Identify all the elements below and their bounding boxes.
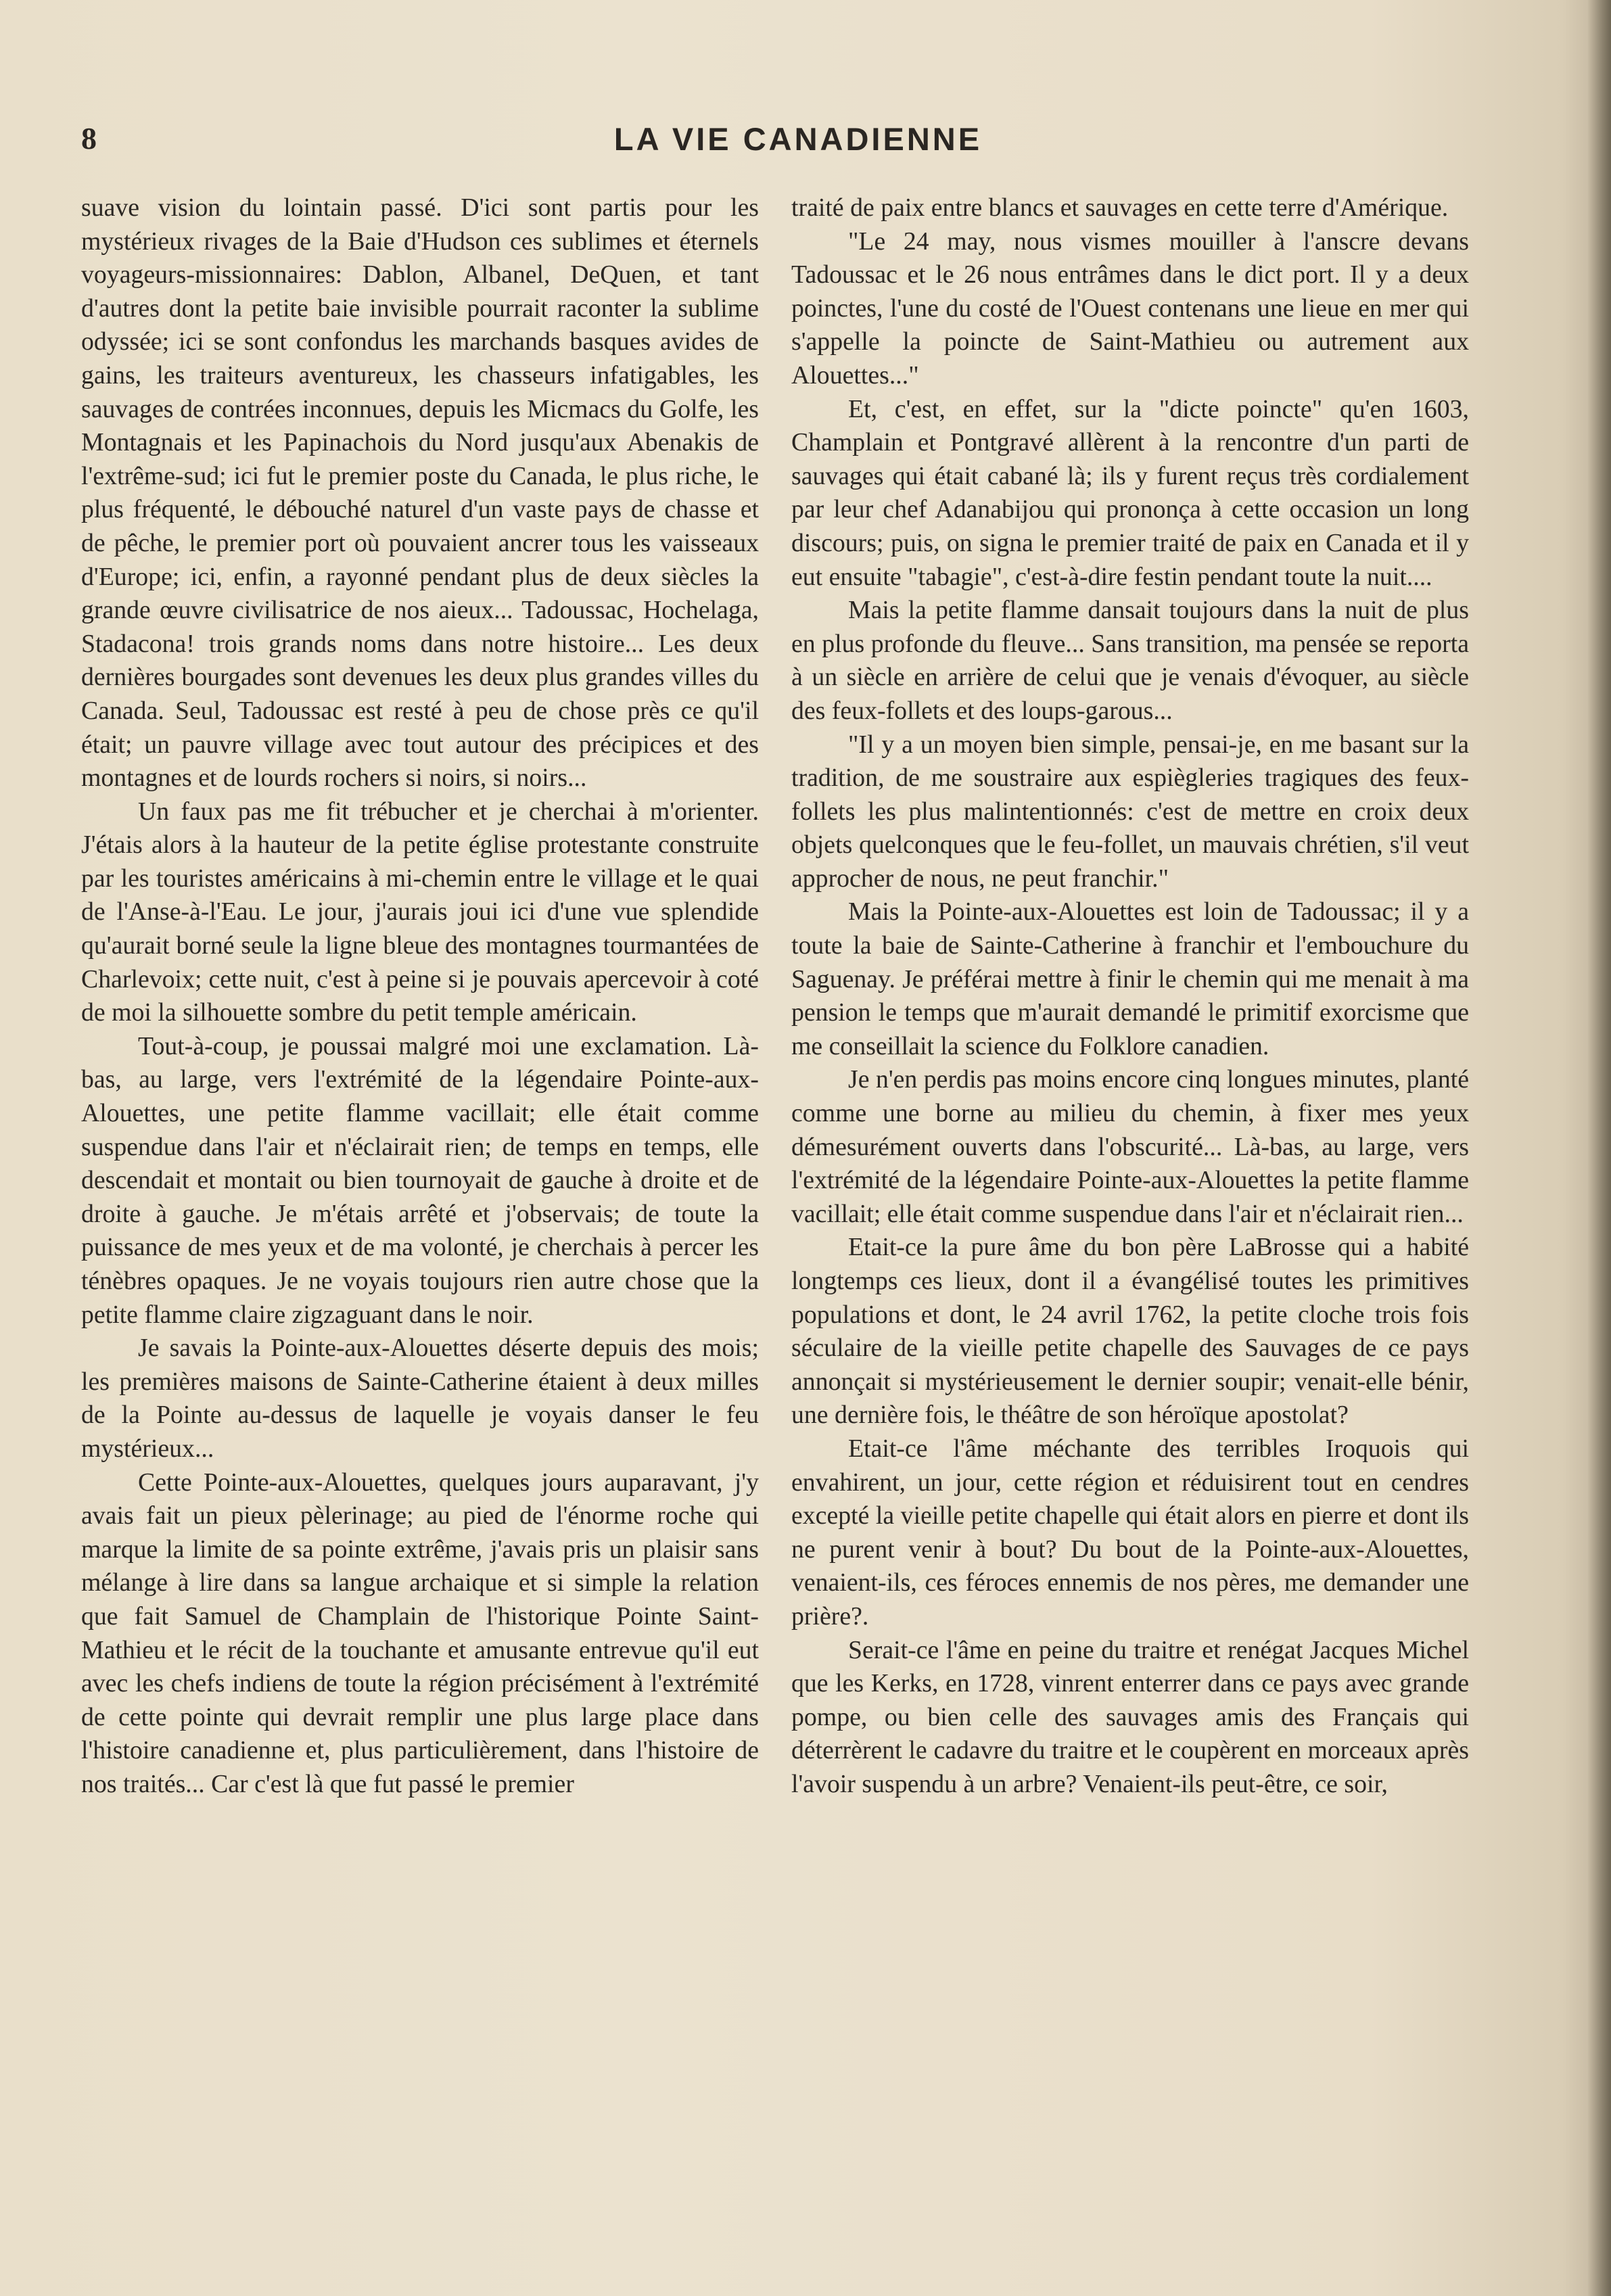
paragraph: Mais la petite flamme dansait toujours dans la nuit de plus en plus profonde du fleuve... Sans transition, ma pensée se reporta à un siècle en arrière de celui que je venais d'évoquer, au siècle des feux-follets et des loups-garous...	[791, 596, 1469, 725]
running-title: LA VIE CANADIENNE	[613, 121, 983, 157]
quoted-paragraph: "Le 24 may, nous vismes mouiller à l'anscre devans Tadoussac et le 26 nous entrâmes dans le dict port. Il y a deux poinctes, l'une du costé de l'Ouest contenans une lieue en mer qui s'appelle la poincte de Saint-Mathieu ou autrement aux Alouettes..."	[791, 227, 1469, 390]
right-column	[791, 191, 1469, 1802]
page-binding-edge	[1588, 0, 1611, 2296]
paragraph: Je n'en perdis pas moins encore cinq longues minutes, planté comme une borne au milieu du chemin, à fixer mes yeux démesurément ouverts dans l'obscurité... Là-bas, au large, vers l'extrémité de la légendaire Pointe-aux-Alouettes la petite flamme vacillait; elle était comme suspendue dans l'air et n'éclairait rien...	[791, 1065, 1469, 1228]
paragraph: Etait-ce la pure âme du bon père LaBrosse qui a habité longtemps ces lieux, dont il a évangélisé toutes les primitives populations et dont, le 24 avril 1762, la petite cloche trois fois séculaire de la vieille petite chapelle des Sauvages de ce pays annonçait si mystérieusement le dernier soupir; venait-elle bénir, une dernière fois, le théâtre de son héroïque apostolat?	[791, 1233, 1469, 1430]
paragraph: Mais la Pointe-aux-Alouettes est loin de Tadoussac; il y a toute la baie de Sainte-Catherine à franchir et l'embouchure du Saguenay. Je préférai mettre à finir le chemin qui me menait à ma pension le temps que m'aurait demandé le primitif exorcisme que me conseillait la science du Folklore canadien.	[791, 897, 1469, 1060]
paragraph: Cette Pointe-aux-Alouettes, quelques jours auparavant, j'y avais fait un pieux pèlerinage; au pied de l'énorme roche qui marque la limite de sa pointe extrême, j'avais pris un plaisir sans mélange à lire dans sa langue archaique et si simple la relation que fait Samuel de Champlain de l'historique Pointe Saint-Mathieu et le récit de la touchante et amusante entrevue qu'il eut avec les chefs indiens de toute la région précisément à l'extrémité de cette pointe qui devrait remplir une plus large place dans l'histoire canadienne et, plus particulièrement, dans l'histoire de nos traités... Car c'est là que fut passé le premier	[81, 1468, 759, 1798]
quoted-paragraph: "Il y a un moyen bien simple, pensai-je, en me basant sur la tradition, de me soustraire aux espiègleries tragiques des feux-follets les plus malintentionnés: c'est de mettre en croix deux objets quelconques que le feu-follet, un mauvais chrétien, s'il veut approcher de nous, ne peut franchir."	[791, 730, 1469, 893]
paragraph: Je savais la Pointe-aux-Alouettes déserte depuis des mois; les premières maisons de Sainte-Catherine étaient à deux milles de la Pointe au-dessus de laquelle je voyais danser le feu mystérieux...	[81, 1334, 759, 1463]
left-column	[81, 191, 759, 1802]
paragraph: Tout-à-coup, je poussai malgré moi une exclamation. Là-bas, au large, vers l'extrémité de la légendaire Pointe-aux-Alouettes, une petite flamme vacillait; elle était comme suspendue dans l'air et n'éclairait rien; de temps en temps, elle descendait et montait ou bien tournoyait de gauche à droite et de droite à gauche. Je m'étais arrêté et j'observais; de toute la puissance de mes yeux et de ma volonté, je cherchais à percer les ténèbres opaques. Je ne voyais toujours rien autre chose que la petite flamme claire zigzaguant dans le noir.	[81, 1031, 759, 1329]
paragraph: Un faux pas me fit trébucher et je cherchai à m'orienter. J'étais alors à la hauteur de la petite église protestante construite par les touristes américains à mi-chemin entre le village et le quai de l'Anse-à-l'Eau. Le jour, j'aurais joui ici d'une vue splendide qu'aurait borné seule la ligne bleue des montagnes tourmantées de Charlevoix; cette nuit, c'est à peine si je pouvais apercevoir à coté de moi la silhouette sombre du petit temple américain.	[81, 797, 759, 1027]
paragraph: suave vision du lointain passé. D'ici sont partis pour les mystérieux rivages de la Baie d'Hudson ces sublimes et éternels voyageurs-missionnaires: Dablon, Albanel, DeQuen, et tant d'autres dont la petite baie invisible pourrait raconter la sublime odyssée; ici se sont confondus les marchands basques avides de gains, les traiteurs aventureux, les chasseurs infatigables, les sauvages de contrées inconnues, depuis les Micmacs du Golfe, les Montagnais et les Papinachois du Nord jusqu'aux Abenakis de l'extrême-sud; ici fut le premier poste du Canada, le plus riche, le plus fréquenté, le débouché naturel d'un vaste pays de chasse et de pêche, le premier port où pouvaient ancrer tous les vaisseaux d'Europe; ici, enfin, a rayonné pendant plus de deux siècles la grande œuvre civilisatrice de nos aieux... Tadoussac, Hochelaga, Stadacona! trois grands noms dans notre histoire... Les deux dernières bourgades sont devenues les deux plus grandes villes du Canada. Seul, Tadoussac est resté à peu de chose près ce qu'il était; un pauvre village avec tout autour des précipices et des montagnes et de lourds rochers si noirs, si noirs...	[81, 193, 759, 793]
paragraph: Et, c'est, en effet, sur la "dicte poincte" qu'en 1603, Champlain et Pontgravé allèrent à la rencontre d'un parti de sauvages qui était cabané là; ils y furent reçus très cordialement par leur chef Adanabijou qui prononça à cette occasion un long discours; puis, on signa le premier traité de paix en Canada et il y eut ensuite "tabagie", c'est-à-dire festin pendant toute la nuit....	[791, 394, 1469, 591]
paragraph: Etait-ce l'âme méchante des terribles Iroquois qui envahirent, un jour, cette région et réduisirent tout en cendres excepté la vieille petite chapelle qui était alors en pierre et dont ils ne purent venir à bout? Du bout de la Pointe-aux-Alouettes, venaient-ils, ces féroces ennemis de nos pères, me demander une prière?.	[791, 1434, 1469, 1631]
page-number: 8	[81, 121, 97, 156]
paragraph: Serait-ce l'âme en peine du traitre et renégat Jacques Michel que les Kerks, en 1728, vinrent enterrer dans ce pays avec grande pompe, ou bien celle des sauvages amis des Français qui déterrèrent le cadavre du traitre et le coupèrent en morceaux après l'avoir suspendu à un arbre? Venaient-ils peut-être, ce soir,	[791, 1635, 1469, 1798]
paragraph: traité de paix entre blancs et sauvages en cette terre d'Amérique.	[791, 193, 1449, 222]
page-header	[81, 120, 1515, 174]
